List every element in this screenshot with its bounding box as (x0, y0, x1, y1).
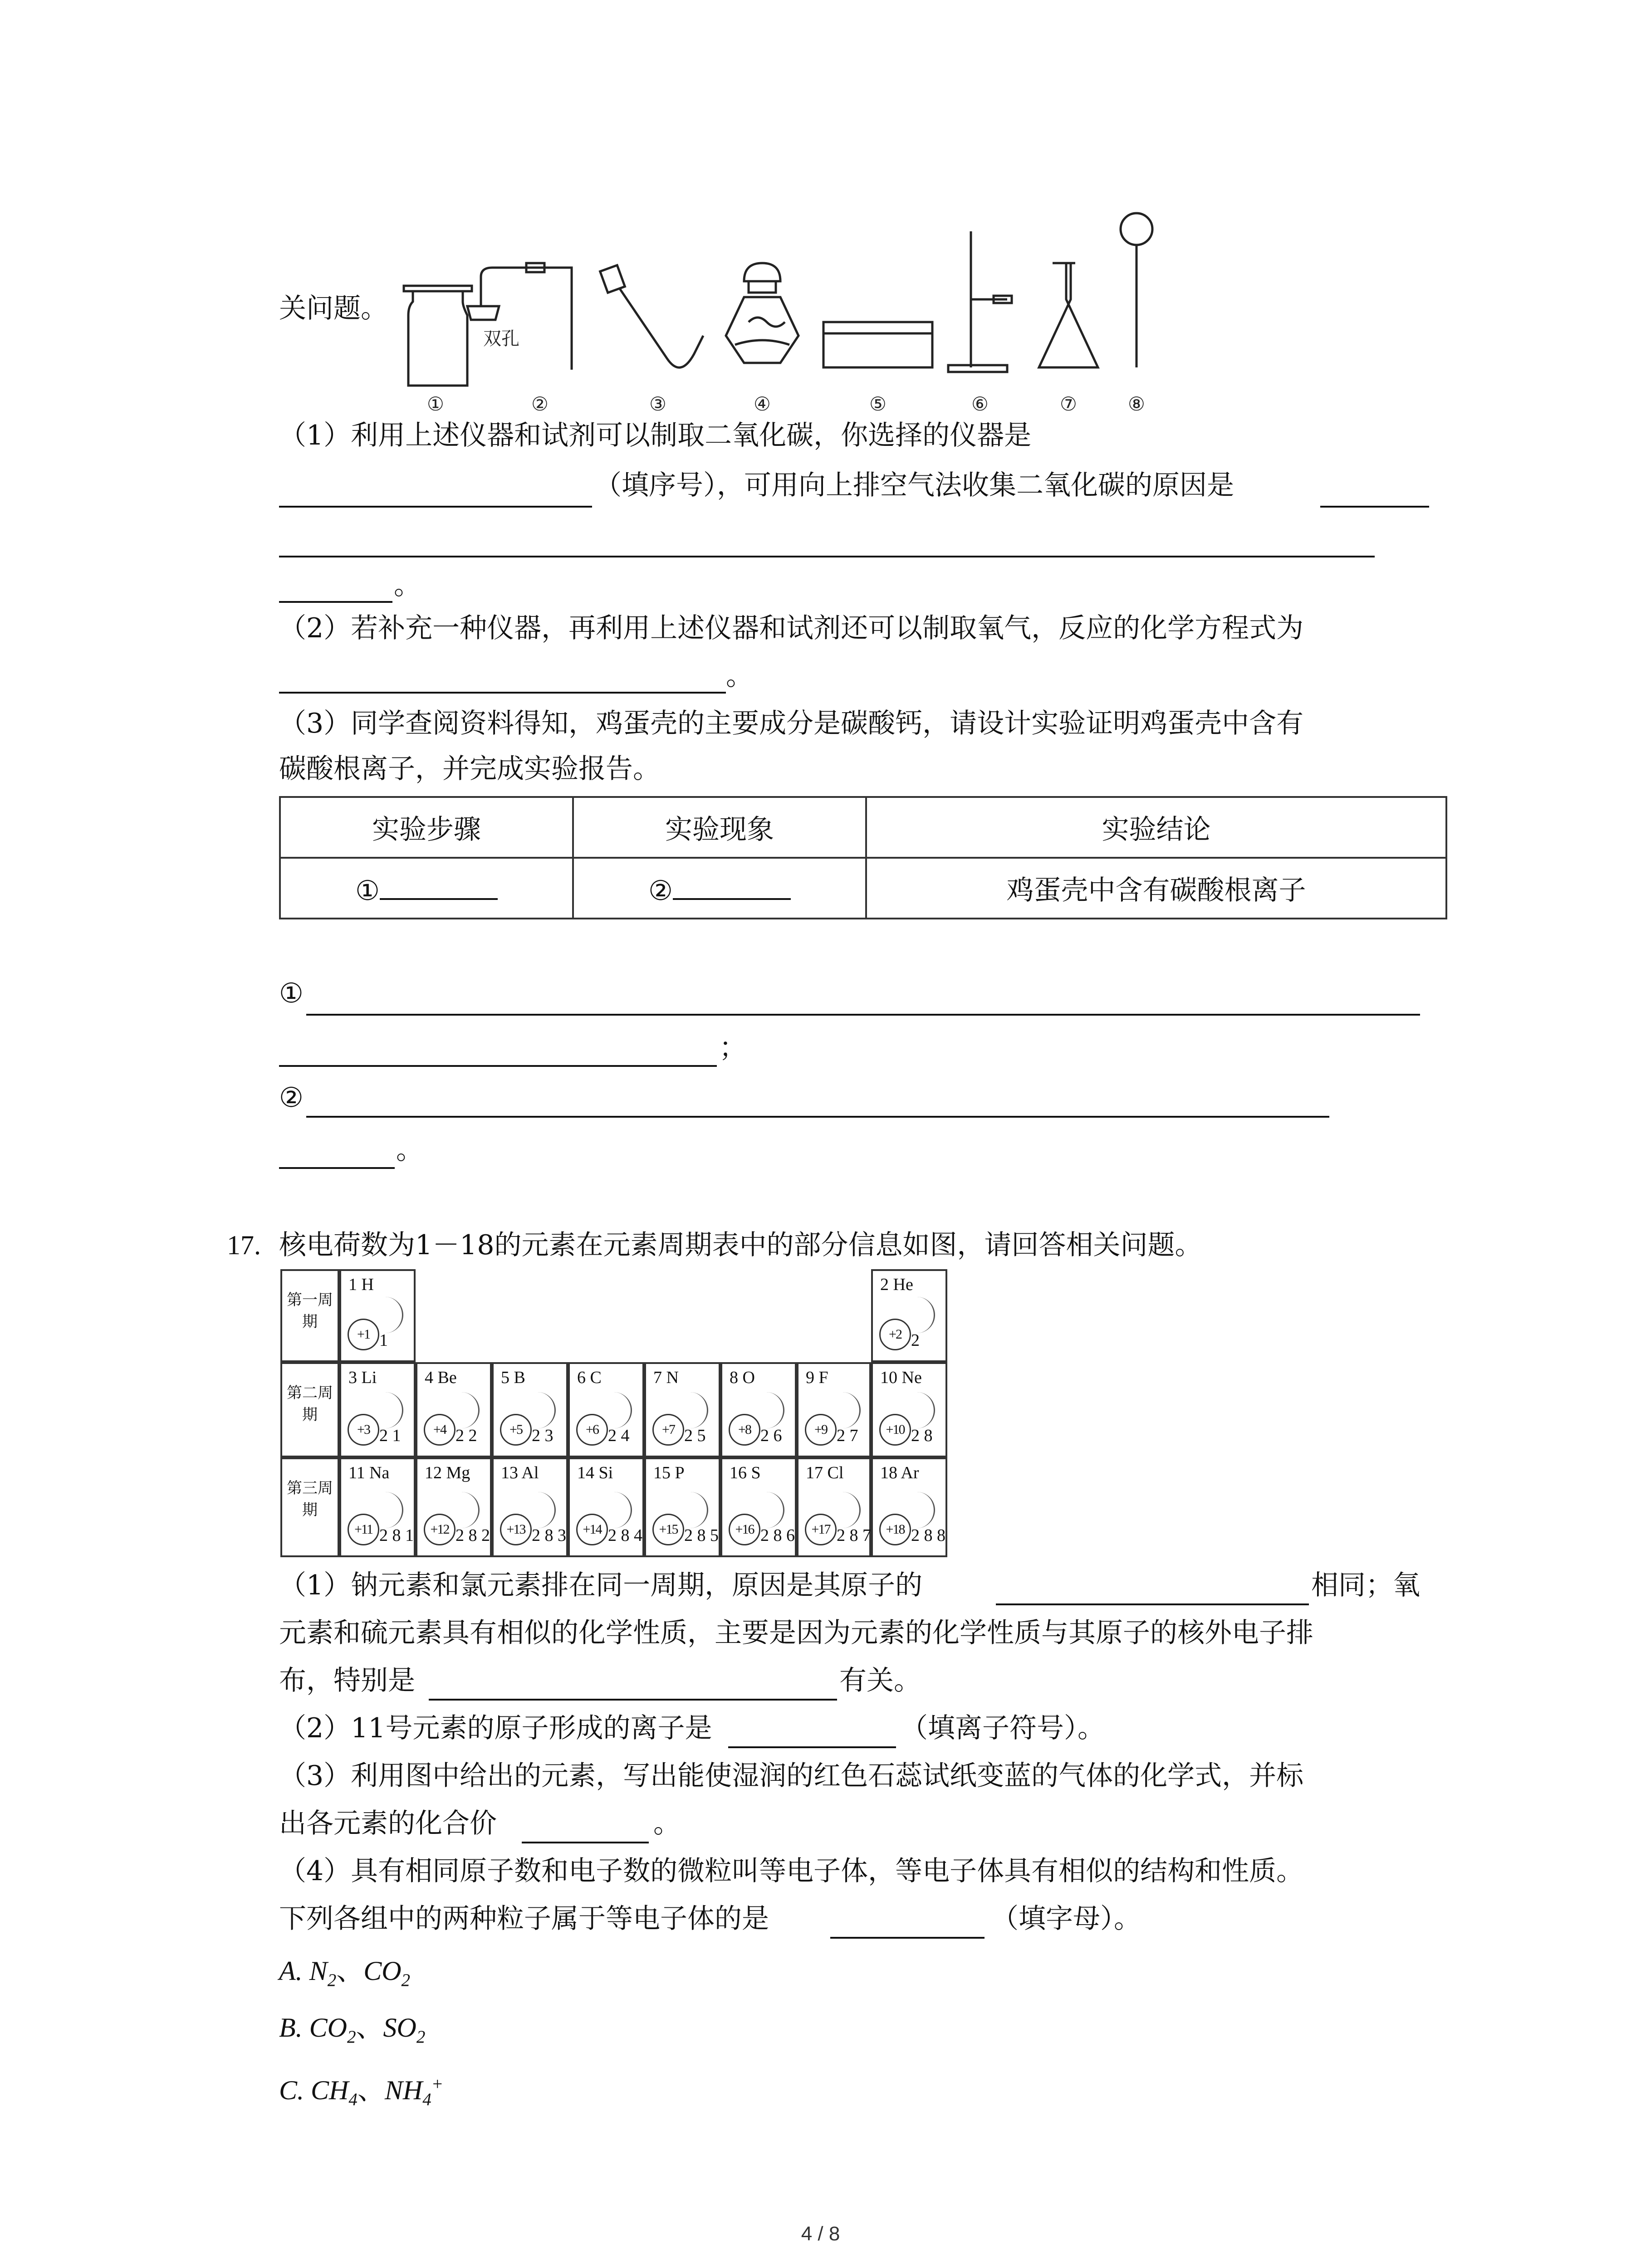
q17-stem: 核电荷数为1－18的元素在元素周期表中的部分信息如图，请回答相关问题。 (279, 1229, 1202, 1261)
element-cell: 18 Ar +18 2 8 8 (871, 1457, 947, 1557)
apparatus-number: ① (427, 393, 444, 415)
apparatus-number: ② (531, 393, 549, 415)
q16-part2-line1: （2）若补充一种仪器，再利用上述仪器和试剂还可以制取氧气，反应的化学方程式为 (279, 612, 1304, 644)
answer-blank[interactable] (306, 1116, 1329, 1118)
q17-part1-line3a: 布，特别是 (279, 1665, 415, 1696)
answer-blank[interactable] (522, 1842, 649, 1843)
q16-part3-line1: （3）同学查阅资料得知，鸡蛋壳的主要成分是碳酸钙，请设计实验证明鸡蛋壳中含有 (279, 708, 1304, 739)
q16-part3-line2: 碳酸根离子，并完成实验报告。 (279, 753, 660, 785)
option-a: A. $N_2$、$CO_2$ (279, 1955, 411, 1990)
element-cell: 5 B +5 2 3 (492, 1362, 568, 1457)
answer-blank[interactable] (279, 556, 1375, 557)
element-cell: 14 Si +14 2 8 4 (568, 1457, 644, 1557)
q17-part2-a: （2）11号元素的原子形成的离子是 (279, 1712, 712, 1744)
double-hole-label: 双孔 (483, 328, 519, 349)
intro-tail-text: 关问题。 (279, 293, 388, 324)
q16-part1-line1: （1）利用上述仪器和试剂可以制取二氧化碳，你选择的仪器是 (279, 420, 1032, 451)
option-b: B. $CO_2$、$SO_2$ (279, 2012, 426, 2047)
element-cell: 16 S +16 2 8 6 (720, 1457, 797, 1557)
element-cell: 13 Al +13 2 8 3 (492, 1457, 568, 1557)
experiment-report-table (279, 796, 1447, 919)
answer-blank[interactable] (380, 870, 498, 900)
answer-end-2: 。 (396, 1134, 423, 1166)
answer-blank[interactable] (1320, 506, 1429, 508)
q17-part2-b: （填离子符号）。 (901, 1712, 1105, 1744)
q17-part4-line2b: （填字母）。 (991, 1903, 1141, 1935)
q17-part4-line1: （4）具有相同原子数和电子数的微粒叫等电子体，等电子体具有相似的结构和性质。 (279, 1855, 1304, 1887)
q17-part3-line1: （3）利用图中给出的元素，写出能使湿润的红色石蕊试纸变蓝的气体的化学式，并标 (279, 1760, 1304, 1792)
element-cell: 12 Mg +12 2 8 2 (416, 1457, 492, 1557)
answer-blank[interactable] (279, 692, 726, 694)
answer-blank[interactable] (279, 1065, 717, 1067)
apparatus-number: ⑥ (971, 393, 989, 415)
answer-blank[interactable] (673, 870, 791, 900)
q17-part4-line2a: 下列各组中的两种粒子属于等电子体的是 (279, 1903, 769, 1935)
answer-blank[interactable] (996, 1603, 1309, 1605)
element-cell: 4 Be +4 2 2 (416, 1362, 492, 1457)
q17-number: 17. (227, 1230, 261, 1260)
element-cell: 15 P +15 2 8 5 (644, 1457, 720, 1557)
q17-part3-line2: 出各元素的化合价 (279, 1808, 497, 1839)
q17-part1-line3b: 有关。 (839, 1665, 921, 1696)
element-cell: 10 Ne +10 2 8 (871, 1362, 947, 1457)
table-header: 实验结论 (866, 797, 1446, 858)
q16-part1-end: 。 (394, 569, 421, 601)
apparatus-number: ⑧ (1128, 393, 1145, 415)
element-cell: 1 H +1 1 (339, 1269, 416, 1362)
table-header: 实验现象 (573, 797, 866, 858)
table-cell-conclusion: 鸡蛋壳中含有碳酸根离子 (866, 858, 1446, 919)
apparatus-number: ⑦ (1060, 393, 1077, 415)
answer-blank[interactable] (279, 601, 392, 603)
q16-part1-line2: （填序号），可用向上排空气法收集二氧化碳的原因是 (594, 469, 1234, 501)
answer-blank[interactable] (279, 506, 592, 508)
apparatus-number: ⑤ (869, 393, 887, 415)
answer-blank[interactable] (429, 1699, 837, 1701)
table-cell-phenomenon: ② (573, 858, 866, 919)
apparatus-number: ④ (754, 393, 771, 415)
answer-mark-2: ② (279, 1082, 304, 1114)
element-cell: 6 C +6 2 4 (568, 1362, 644, 1457)
answer-blank[interactable] (306, 1014, 1420, 1016)
element-cell: 9 F +9 2 7 (797, 1362, 871, 1457)
element-cell: 3 Li +3 2 1 (339, 1362, 416, 1457)
element-cell: 2 He +2 2 (871, 1269, 947, 1362)
table-header: 实验步骤 (280, 797, 573, 858)
periodic-table-figure (280, 1269, 947, 1557)
apparatus-figure (390, 209, 1161, 417)
answer-blank[interactable] (728, 1746, 896, 1748)
apparatus-number: ③ (649, 393, 666, 415)
element-cell: 17 Cl +17 2 8 7 (797, 1457, 871, 1557)
q17-part1-line1a: （1）钠元素和氯元素排在同一周期，原因是其原子的 (279, 1569, 923, 1601)
answer-blank[interactable] (279, 1167, 395, 1169)
q17-part1-line2: 元素和硫元素具有相似的化学性质，主要是因为元素的化学性质与其原子的核外电子排 (279, 1617, 1313, 1649)
answer-end-1: ； (719, 1032, 746, 1064)
answer-blank[interactable] (830, 1937, 985, 1939)
element-cell: 8 O +8 2 6 (720, 1362, 797, 1457)
element-cell: 7 N +7 2 5 (644, 1362, 720, 1457)
period-label: 第一周期 (280, 1269, 339, 1362)
q17-part3-end: 。 (653, 1808, 681, 1839)
q16-part2-end: 。 (726, 660, 753, 692)
table-cell-step: ① (280, 858, 573, 919)
q17-part1-line1b: 相同；氧 (1311, 1569, 1420, 1601)
option-c: C. $CH_4$、$NH_4^+$ (279, 2074, 444, 2109)
period-label: 第二周期 (280, 1362, 339, 1457)
page-number: 4 / 8 (801, 2223, 840, 2245)
element-cell: 11 Na +11 2 8 1 (339, 1457, 416, 1557)
period-label: 第三周期 (280, 1457, 339, 1557)
answer-mark-1: ① (279, 978, 304, 1009)
